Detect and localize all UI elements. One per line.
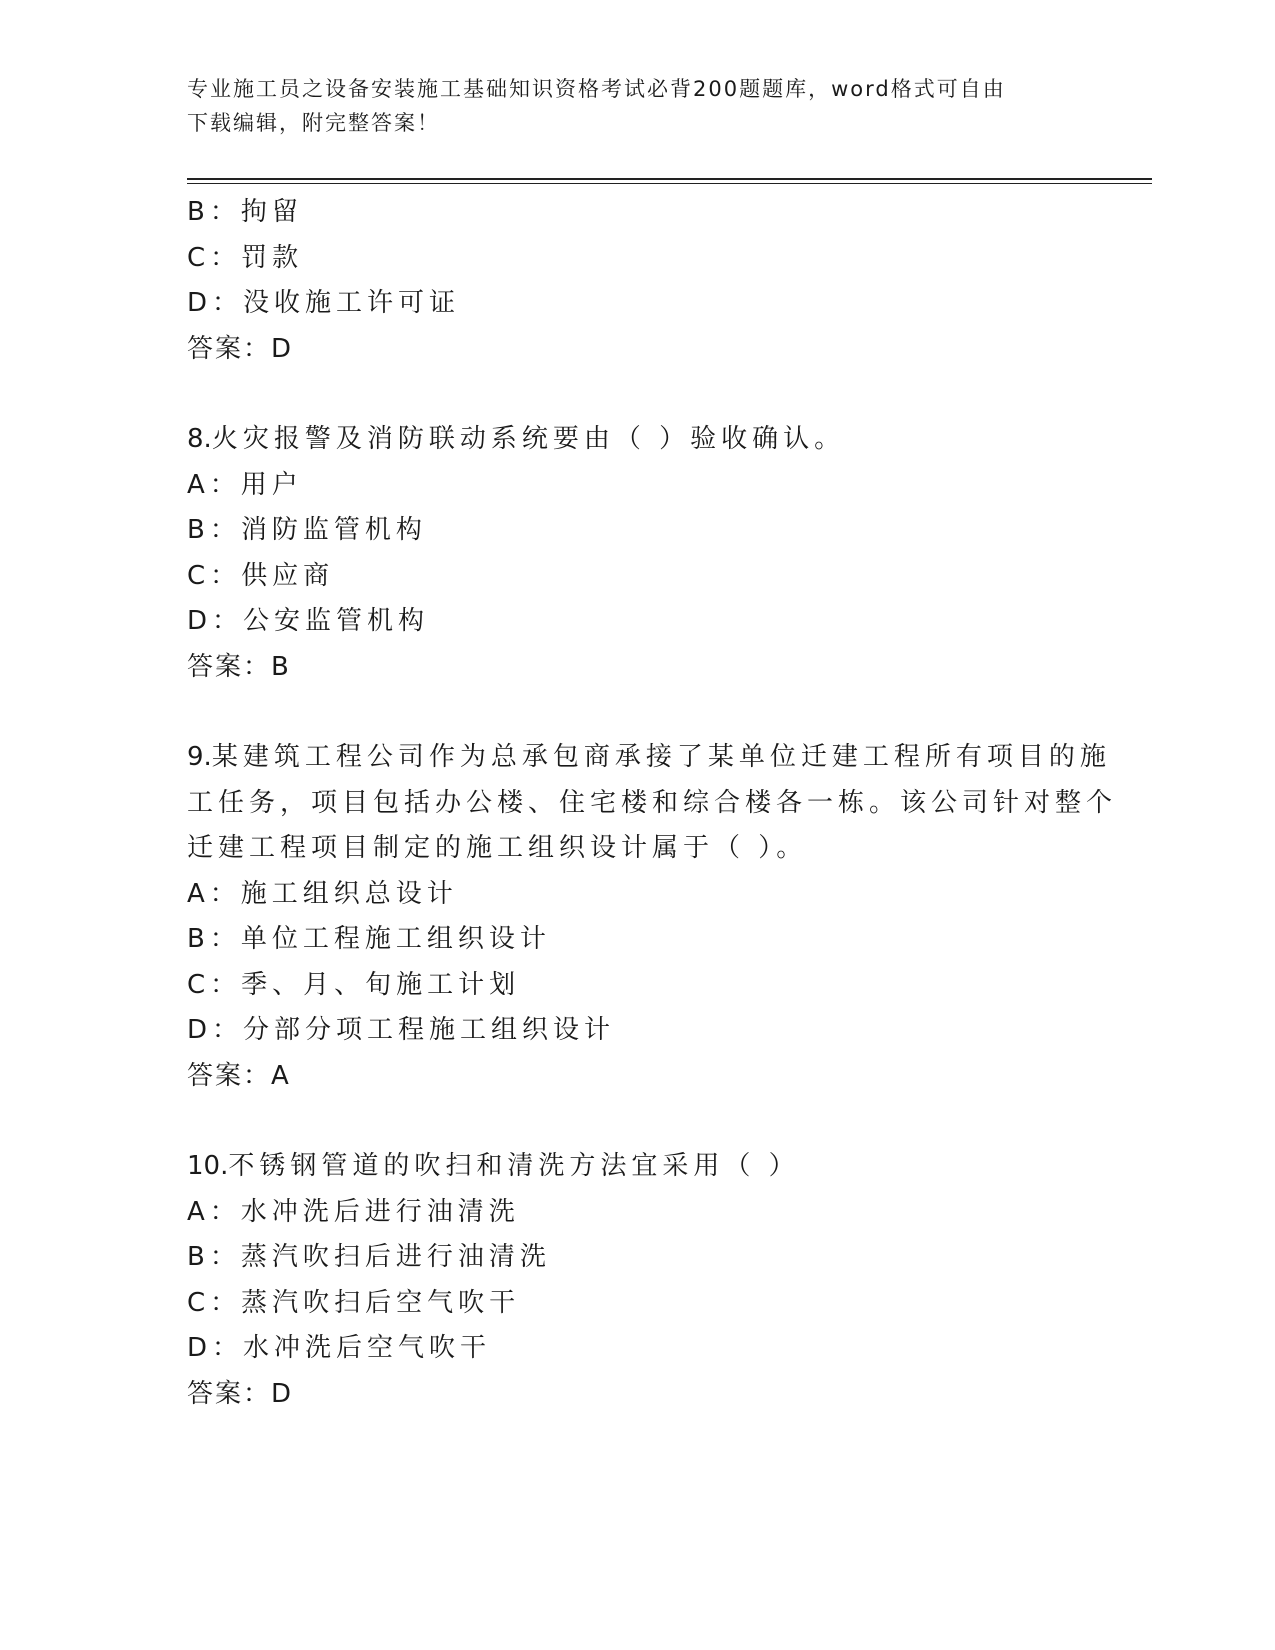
answer-value: D bbox=[271, 1378, 294, 1409]
answer-value: B bbox=[271, 651, 291, 682]
option-a: A：用户 bbox=[187, 469, 303, 500]
question-content bbox=[187, 190, 1118, 1417]
option-d: D：公安监管机构 bbox=[187, 606, 430, 636]
answer-label: 答案： bbox=[187, 651, 272, 682]
option-a: A：水冲洗后进行油清洗 bbox=[187, 1196, 520, 1227]
question-text: 不锈钢管道的吹扫和清洗方法宜采用（ ） bbox=[228, 1151, 800, 1181]
option-d: D：水冲洗后空气吹干 bbox=[187, 1333, 492, 1363]
answer-label: 答案： bbox=[187, 1378, 272, 1409]
option-b: B：蒸汽吹扫后进行油清洗 bbox=[187, 1242, 551, 1272]
answer-value: A bbox=[271, 1060, 291, 1091]
option-c: C：蒸汽吹扫后空气吹干 bbox=[187, 1287, 521, 1318]
option-a: A：施工组织总设计 bbox=[187, 878, 458, 909]
question-9 bbox=[187, 735, 1118, 1099]
question-stem bbox=[187, 417, 1067, 463]
question-stem bbox=[187, 735, 1111, 781]
option-c: C：季、月、旬施工计划 bbox=[187, 969, 521, 1000]
option-c: C：罚款 bbox=[187, 242, 304, 273]
document-header bbox=[187, 72, 1067, 140]
header-line-1: 专业施工员之设备安装施工基础知识资格考试必背200题题库，word格式可自由 bbox=[187, 77, 1006, 101]
answer-line bbox=[187, 327, 1067, 373]
option-b: B：消防监管机构 bbox=[187, 515, 427, 545]
question-8 bbox=[187, 417, 1067, 690]
question-text-line-3: 迁建工程项目制定的施工组织设计属于（ ）。 bbox=[187, 833, 808, 863]
question-text: 火灾报警及消防联动系统要由（ ）验收确认。 bbox=[211, 424, 846, 454]
question-text-line-1: 某建筑工程公司作为总承包商承接了某单位迁建工程所有项目的施 bbox=[211, 742, 1111, 772]
question-stem bbox=[187, 1144, 1067, 1190]
option-d: D：没收施工许可证 bbox=[187, 288, 461, 318]
prev-question-block bbox=[187, 190, 1067, 372]
question-number: 8. bbox=[187, 424, 212, 454]
option-c: C：供应商 bbox=[187, 560, 335, 591]
answer-label: 答案： bbox=[187, 1060, 272, 1091]
answer-line bbox=[187, 645, 1067, 691]
option-b: B：单位工程施工组织设计 bbox=[187, 924, 551, 954]
answer-line bbox=[187, 1372, 1067, 1418]
question-text-line-2: 工任务，项目包括办公楼、住宅楼和综合楼各一栋。该公司针对整个 bbox=[187, 787, 1118, 818]
option-b: B：拘留 bbox=[187, 197, 303, 227]
question-number: 9. bbox=[187, 742, 212, 772]
header-rule-thin bbox=[187, 183, 1152, 184]
answer-label: 答案： bbox=[187, 333, 272, 364]
header-line-2: 下载编辑，附完整答案！ bbox=[187, 111, 440, 135]
option-d: D：分部分项工程施工组织设计 bbox=[187, 1015, 616, 1045]
question-10 bbox=[187, 1144, 1067, 1417]
answer-line bbox=[187, 1054, 1067, 1100]
header-rule-thick bbox=[187, 178, 1152, 180]
question-number: 10. bbox=[187, 1151, 229, 1181]
answer-value: D bbox=[271, 333, 294, 364]
